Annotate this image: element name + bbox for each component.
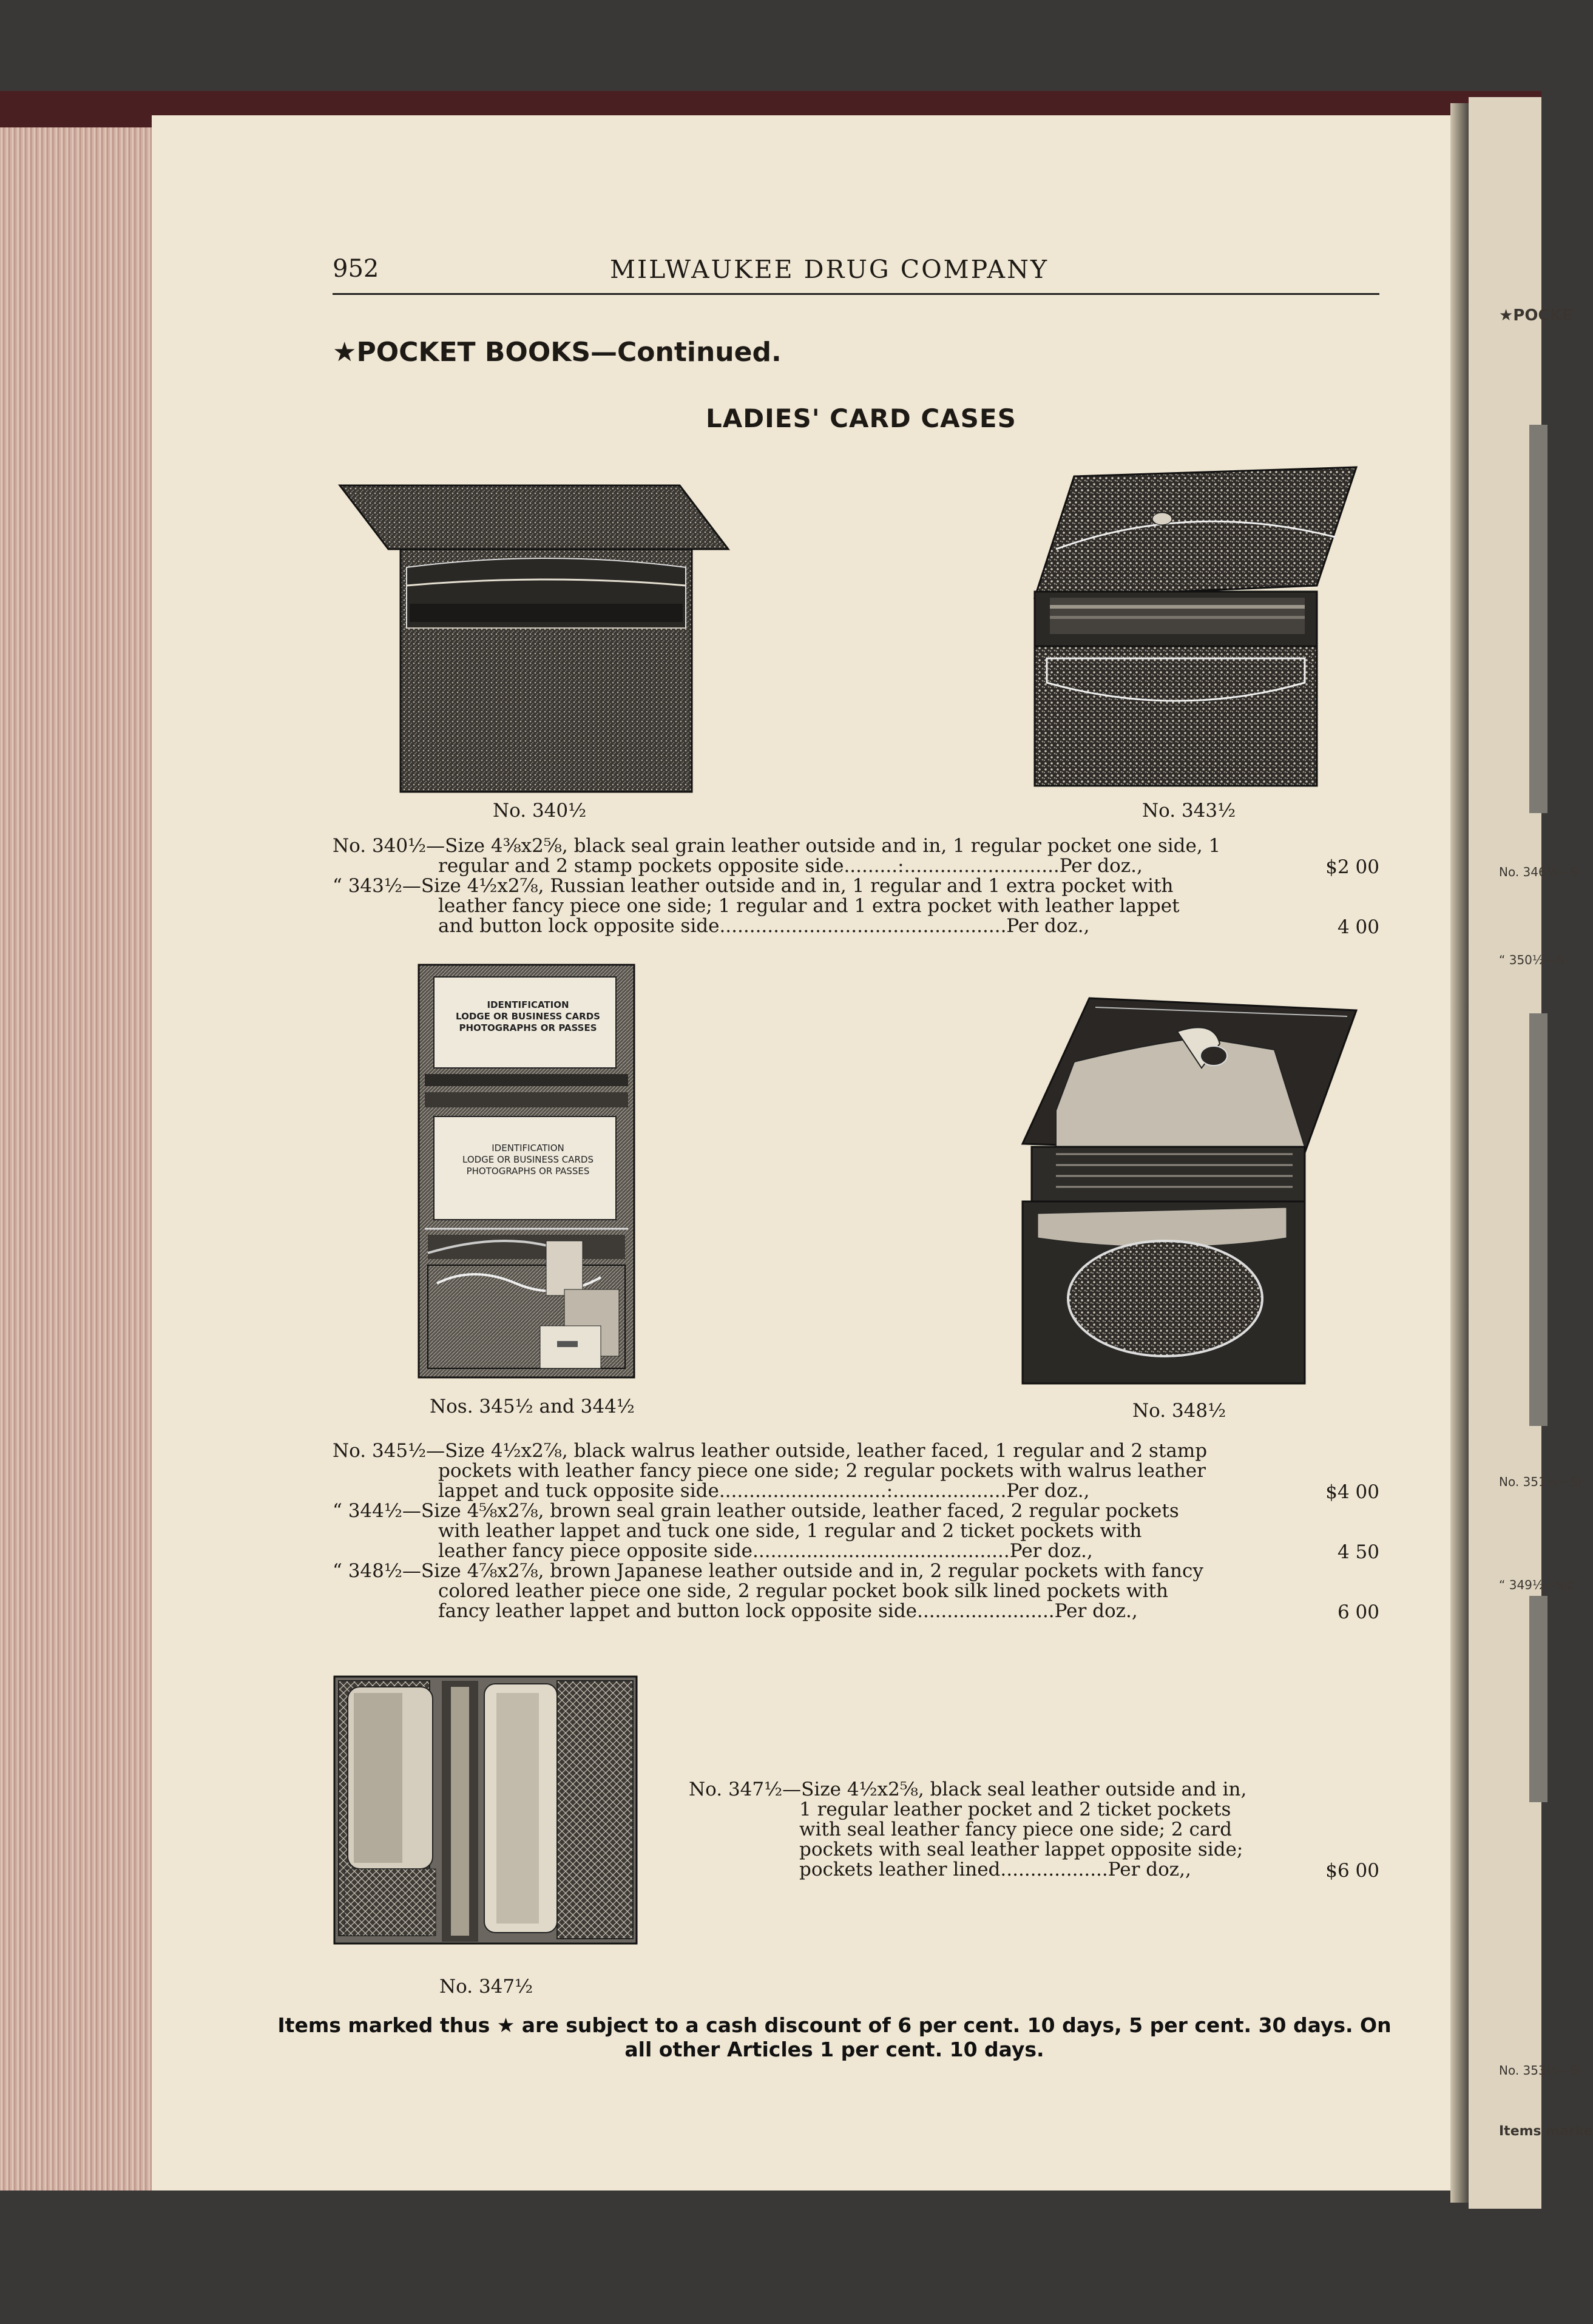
adjacent-page bbox=[1469, 97, 1593, 2209]
entry-344: “ 344½—Size 4⅝x2⅞, brown seal grain leather outside, leather faced, 2 regular pockets with leather lappet and tuck one side, 1 regular and 2 ticket pockets with leather fancy piece opposite side...........................................Per doz., bbox=[333, 1500, 1179, 1562]
book-gutter bbox=[1450, 103, 1469, 2203]
price-340: $2 00 bbox=[1325, 856, 1379, 878]
adjacent-fragment: No. 353½—Si bbox=[1499, 2063, 1581, 2078]
adjacent-fragment: ★POCKE bbox=[1499, 306, 1573, 325]
adjacent-fragment: No. 346½—S bbox=[1499, 865, 1578, 879]
card-case-347-illustration bbox=[333, 1675, 639, 1948]
header-rule bbox=[333, 293, 1379, 295]
card-case-343-illustration bbox=[1032, 464, 1359, 792]
subtitle: LADIES' CARD CASES bbox=[706, 404, 1016, 433]
page-stack-edge bbox=[0, 127, 152, 2191]
price-344: 4 50 bbox=[1337, 1541, 1379, 1563]
figure-caption: No. 340½ bbox=[493, 800, 587, 822]
entry-348: “ 348½—Size 4⅞x2⅞, brown Japanese leather outside and in, 2 regular pockets with fancy colored leather piece one side, 2 regular pocket book silk lined pockets with fancy leather lappet and button lock opposite side.......................Per doz., bbox=[333, 1560, 1203, 1622]
price-347: $6 00 bbox=[1325, 1860, 1379, 1882]
adjacent-illustration bbox=[1529, 1013, 1547, 1426]
adjacent-fragment: “ 349½—Siz bbox=[1499, 1578, 1574, 1592]
entry-343: “ 343½—Size 4½x2⅞, Russian leather outside and in, 1 regular and 1 extra pocket with leather fancy piece one side; 1 regular and 1 extra pocket with leather lappet and button lock opposite side................................................Per doz., bbox=[333, 875, 1180, 937]
card-case-340-illustration bbox=[340, 482, 728, 798]
figure-caption: No. 343½ bbox=[1142, 800, 1236, 822]
card-case-348-illustration bbox=[1020, 995, 1359, 1390]
price-348: 6 00 bbox=[1337, 1601, 1379, 1623]
card-label-lower: IDENTIFICATION LODGE OR BUSINESS CARDS PHOTOGRAPHS OR PASSES bbox=[462, 1143, 594, 1177]
running-head: MILWAUKEE DRUG COMPANY bbox=[610, 255, 1049, 284]
figure-caption: No. 347½ bbox=[439, 1976, 533, 1998]
adjacent-fragment: Items marke bbox=[1499, 2124, 1593, 2139]
entry-347: No. 347½—Size 4½x2⅝, black seal leather outside and in, 1 regular leather pocket and 2 ticket pockets with seal leather fancy piece one side; 2 card pockets with seal leather lappet opposite side; pockets leather lined..................Per doz,, bbox=[689, 1778, 1247, 1880]
figure-caption: No. 348½ bbox=[1132, 1400, 1226, 1422]
entry-340: No. 340½—Size 4⅜x2⅝, black seal grain leather outside and in, 1 regular pocket one side, 1 regular and 2 stamp pockets opposite side.........:..........................Per doz., bbox=[333, 835, 1221, 877]
adjacent-illustration bbox=[1529, 425, 1547, 813]
adjacent-fragment: “ 350½—S bbox=[1499, 953, 1564, 967]
figure-caption: Nos. 345½ and 344½ bbox=[430, 1396, 635, 1417]
page-number: 952 bbox=[333, 255, 379, 283]
card-label-upper: IDENTIFICATION LODGE OR BUSINESS CARDS PHOTOGRAPHS OR PASSES bbox=[456, 999, 600, 1033]
adjacent-fragment: No. 351½—Si bbox=[1499, 1474, 1581, 1489]
price-343: 4 00 bbox=[1337, 916, 1379, 938]
adjacent-illustration bbox=[1529, 1596, 1547, 1802]
section-title: ★POCKET BOOKS—Continued. bbox=[333, 337, 782, 368]
entry-345: No. 345½—Size 4½x2⅞, black walrus leather outside, leather faced, 1 regular and 2 stamp pockets with leather fancy piece one side; 2 regular pockets with walrus leather lappet and tuck opposite side............................:...................Per doz., bbox=[333, 1440, 1208, 1502]
discount-footer-note: Items marked thus ★ are subject to a cash discount of 6 per cent. 10 days, 5 per cent. 30 days. On all other Articles 1 per cent. 10 days. bbox=[277, 2013, 1392, 2061]
price-345: $4 00 bbox=[1325, 1481, 1379, 1503]
